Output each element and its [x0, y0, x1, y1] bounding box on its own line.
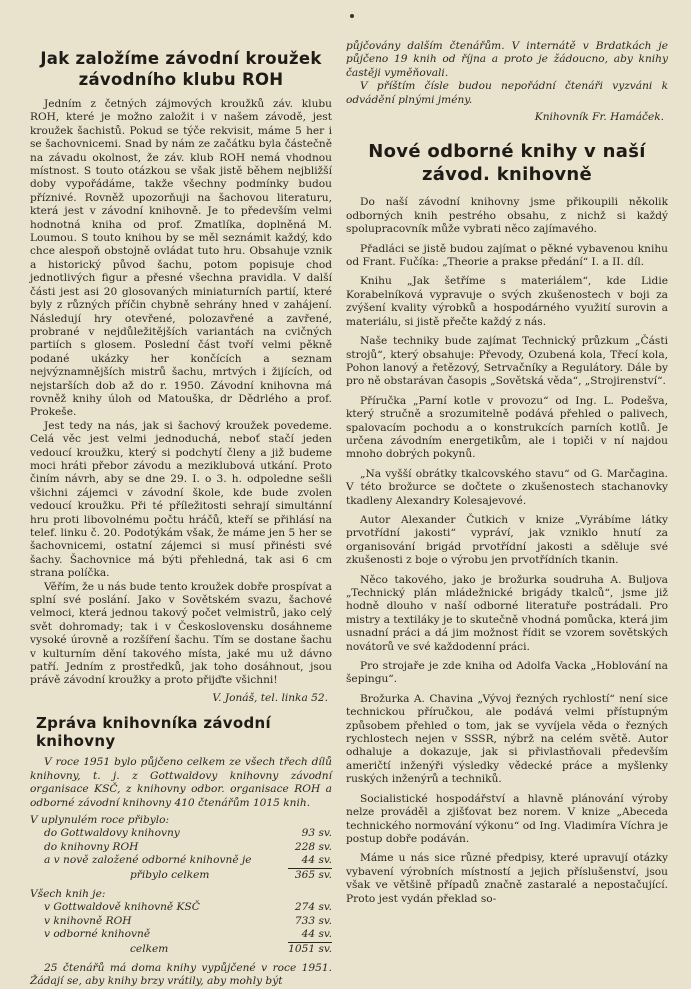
books-added-table: [30, 814, 332, 956]
paragraph: Jest tedy na nás, jak si šachový kroužek povedeme. Celá věc jest velmi jednoduchá, neboť stačí jeden vedoucí kroužku, který si podchytí členy a již budeme moci hráti přebor závodu a meziklubová utkání. Proto činím návrh, aby se dne 29. I. o 3. h. odpoledne sešli všichni zájemci v závodní škole, kde bude zvolen vedoucí kroužku. Při té příležitosti sehrají simultánní hru proti libovolnému počtu hráčů, kteří se přihlásí na telef. linku č. 20. Podotýkám však, že máme jen 5 her se šachovnicemi, ostatní zájemci si musí přinésti své šachy. Šachovnice má býti přehledná, tak asi 6 cm strana políčka.: [30, 419, 332, 580]
paragraph: Socialistické hospodářství a hlavně plánování výroby nelze prováděl a zjišťovat bez norem. V knize „Abeceda technického normování výkonu“ od Ing. Vladimíra Víchra je postup dobře podáván.: [346, 792, 668, 845]
paragraph: Naše techniky bude zajímat Technický průzkum „Části strojů“, který obsahuje: Převody, Ozubená kola, Třecí kola, Pohon lanový a řetězový, Setrvačníky a Regulátory. Dále by pro ně obstarávan časopis „Sovětská věda“, „Strojirenství“.: [346, 335, 668, 388]
table-row: v knihovně ROH 733 sv.: [44, 914, 332, 927]
table-row: v odborné knihovně 44 sv.: [30, 928, 332, 942]
paragraph: V příštím čísle budou nepořádní čtenáři vyzváni k odvádění plnými jmény.: [346, 80, 668, 106]
article-title-chess-club: Jak založíme závodní kroužek závodního klubu ROH: [40, 49, 322, 89]
table-total-row: celkem 1051 sv.: [130, 942, 332, 955]
left-column: [30, 40, 332, 989]
article-title-librarian-report: Zpráva knihovníka závodní knihovny: [36, 714, 271, 751]
table-heading: V uplynulém roce přibylo:: [30, 813, 170, 826]
right-column: [346, 40, 668, 906]
table-row: do Gottwaldovy knihovny 93 sv.: [44, 827, 332, 840]
page-dot: [350, 14, 354, 18]
table-row: a v nově založené odborné knihovně je 44 sv.: [30, 854, 332, 868]
paragraph: Do naší závodní knihovny jsme přikoupili několik odborných knih pestrého obsahu, z nichž si každý spolupracovník může vybrati něco zajímavého.: [346, 196, 668, 236]
paragraph: půjčovány dalším čtenářům. V internátě v Brdatkách je půjčeno 19 knih od října a proto je žádoucno, aby knihy častěji vyměňovali.: [346, 40, 668, 79]
paragraph: Něco takového, jako je brožurka soudruha A. Buljova „Technický plán mládežnické brigády tkalců“, jsme již hodně dlouho v naší odborné literatuře postrádali. Pro mistry a textiláky je to skutečně vhodná pomůcka, která jim usnadní práci a dá jim možnost řídit se vzorem sovětských novátorů ve své každodenní práci.: [346, 573, 668, 653]
paragraph: Autor Alexander Čutkich v knize „Vyrábíme látky prvotřídní jakosti“ vypráví, jak vzniklo hnutí za organisování brigád prvotřídní jakosti a sděluje své zkušenosti z boje o výrobu jen prvotřídních tkanin.: [346, 513, 668, 567]
paragraph: Příručka „Parní kotle v provozu“ od Ing. L. Podešva, který stručně a srozumitelně podává přehled o palivech, spalovacím pochodu a o konstrukcích parních kotlů. Je určena závodním energetikům, ale i topiči v ní najdou mnoho dobrých pokynů.: [346, 394, 668, 461]
author-signature: V. Jonáš, tel. linka 52.: [212, 691, 328, 704]
paragraph: Brožurka A. Chavina „Vývoj řezných rychlostí“ není sice technickou příručkou, ale podává velmi přístupným způsobem přehled o tom, jak se vyvíjela věda o řezných rychlostech nejen v SSSR, nýbrž na celém světě. Autor odhaluje a dokazuje, jak si přivlastňovali především američtí inženýři výsledky vědecké práce a myšlenky ruských inženýrů a techniků.: [346, 692, 668, 786]
paragraph: Přadláci se jistě budou zajímat o pěkné vybavenou knihu od Frant. Fučíka: „Theorie a prakse předání“ I. a II. díl.: [346, 242, 668, 269]
table-total-row: přibylo celkem 365 sv.: [130, 868, 332, 881]
table-row: do knihovny ROH 228 sv.: [44, 840, 332, 853]
paragraph: Jedním z četných zájmových kroužků záv. klubu ROH, které je možno založit i v našem závodě, jest kroužek šachistů. Pokud se týče rekvisit, máme 5 her i se šachovnicemi. Snad by nám ze začátku byla částečně na závadu okolnost, že záv. klub ROH nemá vhodnou místnost. S touto otázkou se však jistě během nejbližší doby vypořádáme, takže všechny podmínky budou příznivé. Rovněž upozorňuji na šachovou literaturu, která jest v závodní knihovně. Je to především velmi hodnotná kniha od prof. Zmatlíka, doplněná M. Loumou. S touto knihou by se měl seznámit každý, kdo chce alespoň obstojně ovládat tuto hru. Obsahuje vznik a historický původ šachu, potom popisuje chod jednotlivých figur a přesné všechna pravidla. V další části jest asi 20 glosovaných miniaturních partií, které byly z různých příčin chybně sehrány hned v zahájení. Následují hry otevřené, polozavřené a zavřené, probrané v nejdůležitějších variantách na cvičných partiích s glosem. Poslední část tvoří velmi pěkně podané ukázky her končících a seznam nejvýznamnějších mistrů šachu, mrtvých i žijících, od nejstarších dob až do r. 1950. Závodní knihovna má rovněž knihy úloh od Matouška, dr Dědrlého a prof. Prokeše.: [30, 98, 332, 419]
table-heading: Všech knih je:: [30, 887, 106, 900]
author-signature: Knihovník Fr. Hamáček.: [534, 111, 664, 124]
article-title-new-books: Nové odborné knihy v naší závod. knihovně: [368, 141, 646, 186]
paragraph: Pro strojaře je zde kniha od Adolfa Vacka „Hoblování na šepingu“.: [346, 660, 668, 686]
table-row: v Gottwaldově knihovně KSČ 274 sv.: [44, 901, 332, 914]
paragraph: Máme u nás sice různé předpisy, které upravují otázky vybavení výrobních místností a jejich příslušenství, jsou však ve většině případů značně zastaralé a nepostačující. Proto jest vydán překlad so-: [346, 852, 668, 905]
paragraph: V roce 1951 bylo půjčeno celkem ze všech třech dílů knihovny, t. j. z Gottwaldovy knihovny závodní organisace KSČ, z knihovny odbor. organisace ROH a odborné závodní knihovny 410 čtenářům 1015 knih.: [30, 756, 332, 809]
paragraph: Knihu „Jak šetříme s materiálem“, kde Lidie Korabelníková vypravuje o svých zkušenostech v boji za zvýšení kvality výrobků a hospodárného využití surovin a materiálu, si jistě přečte každý z nás.: [346, 275, 668, 328]
paragraph: Věřím, že u nás bude tento kroužek dobře prospívat a splní své poslání. Jako v Sovětském svazu, šachové velmoci, která jednou takový počet velmistrů, jako celý svět dohromady; tak i v Československu dosáhneme vysoké úrovně a rozšíření šachu. Tím se dostane šachu v kulturním dění takového místa, jaké mu už dávno patří. Jedním z prostředků, jak toho dosáhnout, jsou právě závodní kroužky a proto přijďte všichni!: [30, 580, 332, 687]
paragraph: „Na vyšší obrátky tkalcovského stavu“ od G. Marčagina. V této brožurce se dočtete o zkušenostech stachanovky tkadleny Alexandry Kolesajevové.: [346, 467, 668, 507]
paragraph: 25 čtenářů má doma knihy vypůjčené v roce 1951. Žádají se, aby knihy brzy vrátily, aby mohly být: [30, 961, 332, 988]
